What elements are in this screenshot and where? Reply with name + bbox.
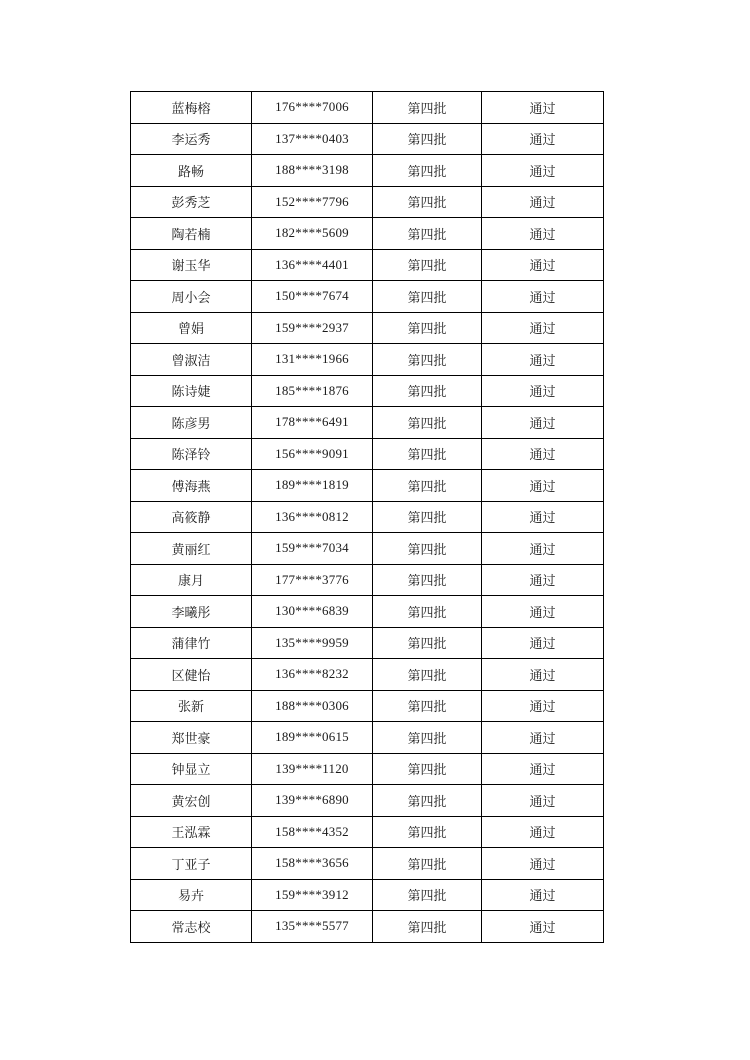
- name-cell: 黄丽红: [131, 533, 252, 565]
- result-cell: 通过: [482, 785, 604, 817]
- phone-cell: 188****3198: [252, 155, 373, 187]
- table-row: [131, 186, 604, 218]
- result-cell: 通过: [482, 407, 604, 439]
- phone-cell: 136****8232: [252, 659, 373, 691]
- name-cell: 张新: [131, 690, 252, 722]
- phone-cell: 188****0306: [252, 690, 373, 722]
- phone-cell: 185****1876: [252, 375, 373, 407]
- batch-cell: 第四批: [373, 816, 482, 848]
- phone-cell: 159****7034: [252, 533, 373, 565]
- table-row: [131, 533, 604, 565]
- phone-cell: 159****3912: [252, 879, 373, 911]
- name-cell: 蒲律竹: [131, 627, 252, 659]
- result-cell: 通过: [482, 344, 604, 376]
- batch-cell: 第四批: [373, 627, 482, 659]
- phone-cell: 135****9959: [252, 627, 373, 659]
- result-cell: 通过: [482, 879, 604, 911]
- result-cell: 通过: [482, 596, 604, 628]
- name-cell: 路畅: [131, 155, 252, 187]
- batch-cell: 第四批: [373, 785, 482, 817]
- result-cell: 通过: [482, 281, 604, 313]
- batch-cell: 第四批: [373, 186, 482, 218]
- batch-cell: 第四批: [373, 312, 482, 344]
- table-row: [131, 785, 604, 817]
- result-cell: 通过: [482, 533, 604, 565]
- phone-cell: 178****6491: [252, 407, 373, 439]
- batch-cell: 第四批: [373, 375, 482, 407]
- table-row: [131, 659, 604, 691]
- phone-cell: 158****4352: [252, 816, 373, 848]
- result-cell: 通过: [482, 249, 604, 281]
- phone-cell: 136****4401: [252, 249, 373, 281]
- table-row: [131, 407, 604, 439]
- name-cell: 李曦彤: [131, 596, 252, 628]
- result-cell: 通过: [482, 501, 604, 533]
- table-row: [131, 92, 604, 124]
- result-cell: 通过: [482, 627, 604, 659]
- table-row: [131, 438, 604, 470]
- phone-cell: 131****1966: [252, 344, 373, 376]
- name-cell: 常志校: [131, 911, 252, 943]
- batch-cell: 第四批: [373, 753, 482, 785]
- name-cell: 丁亚子: [131, 848, 252, 880]
- result-cell: 通过: [482, 911, 604, 943]
- batch-cell: 第四批: [373, 690, 482, 722]
- table-row: [131, 596, 604, 628]
- result-cell: 通过: [482, 816, 604, 848]
- name-cell: 区健怡: [131, 659, 252, 691]
- table-row: [131, 375, 604, 407]
- table-row: [131, 564, 604, 596]
- batch-cell: 第四批: [373, 249, 482, 281]
- phone-cell: 139****6890: [252, 785, 373, 817]
- result-cell: 通过: [482, 438, 604, 470]
- name-cell: 郑世豪: [131, 722, 252, 754]
- name-cell: 陈彦男: [131, 407, 252, 439]
- name-cell: 蓝梅榕: [131, 92, 252, 124]
- table-row: [131, 218, 604, 250]
- phone-cell: 177****3776: [252, 564, 373, 596]
- table-row: [131, 344, 604, 376]
- name-cell: 周小会: [131, 281, 252, 313]
- batch-cell: 第四批: [373, 470, 482, 502]
- table-row: [131, 123, 604, 155]
- batch-cell: 第四批: [373, 155, 482, 187]
- batch-cell: 第四批: [373, 911, 482, 943]
- phone-cell: 159****2937: [252, 312, 373, 344]
- phone-cell: 136****0812: [252, 501, 373, 533]
- name-cell: 曾娟: [131, 312, 252, 344]
- table-row: [131, 470, 604, 502]
- phone-cell: 189****0615: [252, 722, 373, 754]
- phone-cell: 150****7674: [252, 281, 373, 313]
- result-cell: 通过: [482, 470, 604, 502]
- phone-cell: 152****7796: [252, 186, 373, 218]
- result-cell: 通过: [482, 92, 604, 124]
- batch-cell: 第四批: [373, 438, 482, 470]
- table-row: [131, 627, 604, 659]
- phone-cell: 130****6839: [252, 596, 373, 628]
- result-cell: 通过: [482, 375, 604, 407]
- phone-cell: 135****5577: [252, 911, 373, 943]
- batch-cell: 第四批: [373, 596, 482, 628]
- table-row: [131, 155, 604, 187]
- batch-cell: 第四批: [373, 722, 482, 754]
- batch-cell: 第四批: [373, 848, 482, 880]
- batch-cell: 第四批: [373, 564, 482, 596]
- table-row: [131, 879, 604, 911]
- batch-cell: 第四批: [373, 344, 482, 376]
- name-cell: 陈诗婕: [131, 375, 252, 407]
- phone-cell: 156****9091: [252, 438, 373, 470]
- name-cell: 曾淑洁: [131, 344, 252, 376]
- batch-cell: 第四批: [373, 123, 482, 155]
- table-row: [131, 690, 604, 722]
- roster-body: [131, 92, 604, 943]
- batch-cell: 第四批: [373, 218, 482, 250]
- table-row: [131, 753, 604, 785]
- batch-cell: 第四批: [373, 533, 482, 565]
- result-cell: 通过: [482, 312, 604, 344]
- table-row: [131, 911, 604, 943]
- table-row: [131, 816, 604, 848]
- result-cell: 通过: [482, 659, 604, 691]
- phone-cell: 189****1819: [252, 470, 373, 502]
- result-cell: 通过: [482, 123, 604, 155]
- phone-cell: 139****1120: [252, 753, 373, 785]
- table-row: [131, 848, 604, 880]
- batch-cell: 第四批: [373, 879, 482, 911]
- batch-cell: 第四批: [373, 92, 482, 124]
- result-cell: 通过: [482, 186, 604, 218]
- table-row: [131, 281, 604, 313]
- batch-cell: 第四批: [373, 659, 482, 691]
- result-cell: 通过: [482, 155, 604, 187]
- result-cell: 通过: [482, 722, 604, 754]
- table-row: [131, 249, 604, 281]
- name-cell: 王泓霖: [131, 816, 252, 848]
- name-cell: 易卉: [131, 879, 252, 911]
- phone-cell: 158****3656: [252, 848, 373, 880]
- result-cell: 通过: [482, 690, 604, 722]
- table-row: [131, 722, 604, 754]
- name-cell: 彭秀芝: [131, 186, 252, 218]
- name-cell: 陶若楠: [131, 218, 252, 250]
- name-cell: 谢玉华: [131, 249, 252, 281]
- batch-cell: 第四批: [373, 407, 482, 439]
- result-cell: 通过: [482, 564, 604, 596]
- name-cell: 黄宏创: [131, 785, 252, 817]
- name-cell: 高筱静: [131, 501, 252, 533]
- phone-cell: 176****7006: [252, 92, 373, 124]
- result-cell: 通过: [482, 218, 604, 250]
- result-cell: 通过: [482, 753, 604, 785]
- table-row: [131, 501, 604, 533]
- phone-cell: 182****5609: [252, 218, 373, 250]
- name-cell: 钟显立: [131, 753, 252, 785]
- name-cell: 傅海燕: [131, 470, 252, 502]
- name-cell: 陈泽铃: [131, 438, 252, 470]
- result-cell: 通过: [482, 848, 604, 880]
- name-cell: 李运秀: [131, 123, 252, 155]
- table-row: [131, 312, 604, 344]
- batch-cell: 第四批: [373, 501, 482, 533]
- name-cell: 康月: [131, 564, 252, 596]
- phone-cell: 137****0403: [252, 123, 373, 155]
- approval-roster-table: [130, 91, 604, 943]
- batch-cell: 第四批: [373, 281, 482, 313]
